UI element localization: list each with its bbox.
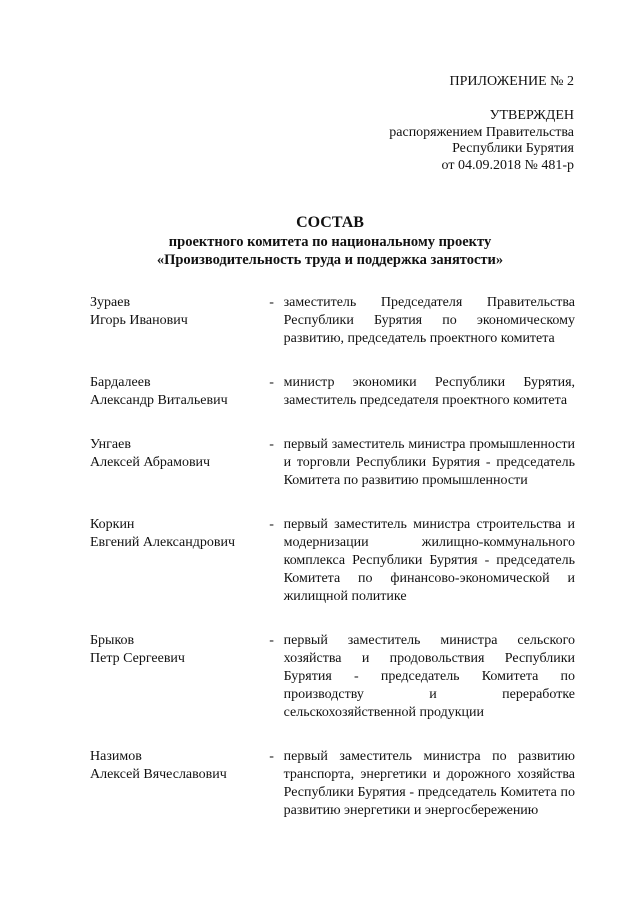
title-subtitle-line: «Производительность труда и поддержка занятости» bbox=[156, 252, 504, 268]
approval-line: распоряжением Правительства bbox=[389, 124, 574, 140]
member-entry bbox=[90, 748, 575, 820]
member-entry bbox=[90, 516, 575, 606]
separator-dash: - bbox=[269, 375, 274, 390]
member-surname: Зураев bbox=[90, 295, 131, 310]
member-role: первый заместитель министра по развитию транспорта, энергетики и дорожного хозяйства Республики Бурятия - председатель Комитета по развитию энергетики и энергосбережению bbox=[283, 749, 576, 818]
member-surname: Коркин bbox=[90, 517, 135, 532]
member-surname: Бардалеев bbox=[90, 375, 151, 390]
member-role: министр экономики Республики Бурятия, заместитель председателя проектного комитета bbox=[283, 375, 576, 408]
member-entry bbox=[90, 632, 575, 722]
member-role: первый заместитель министра сельского хозяйства и продовольствия Республики Бурятия - председатель Комитета по производству и переработке сельскохозяйственной продукции bbox=[283, 633, 576, 720]
member-name bbox=[90, 632, 260, 722]
approval-line: Республики Бурятия bbox=[452, 141, 574, 156]
member-name bbox=[90, 374, 260, 410]
member-surname: Брыков bbox=[90, 633, 135, 648]
separator-dash: - bbox=[269, 749, 274, 764]
member-given-names: Александр Витальевич bbox=[90, 393, 228, 408]
member-entry bbox=[90, 294, 575, 348]
member-name bbox=[90, 748, 260, 820]
member-role: первый заместитель министра строительства и модернизации жилищно-коммунального комплекса Республики Бурятия - председатель Комитета по финансово-экономической и жилищной политике bbox=[283, 517, 576, 604]
separator-dash: - bbox=[269, 295, 274, 310]
member-role: первый заместитель министра промышленности и торговли Республики Бурятия - председатель Комитета по развитию промышленности bbox=[283, 437, 576, 488]
title-subtitle-line: проектного комитета по национальному проекту bbox=[168, 234, 492, 250]
member-entry bbox=[90, 374, 575, 410]
member-given-names: Евгений Александрович bbox=[90, 535, 236, 550]
approval-block bbox=[389, 108, 574, 174]
member-given-names: Алексей Абрамович bbox=[90, 455, 211, 470]
member-surname: Унгаев bbox=[90, 437, 131, 452]
member-surname: Назимов bbox=[90, 749, 142, 764]
approval-date: от 04.09.2018 № 481-р bbox=[441, 157, 574, 173]
member-given-names: Алексей Вячеславович bbox=[90, 767, 227, 782]
members-list bbox=[90, 294, 575, 846]
appendix-number: ПРИЛОЖЕНИЕ № 2 bbox=[449, 74, 574, 89]
member-name bbox=[90, 294, 260, 348]
separator-dash: - bbox=[269, 517, 274, 532]
member-role: заместитель Председателя Правительства Республики Бурятия по экономическому развитию, председатель проектного комитета bbox=[283, 295, 576, 346]
member-given-names: Петр Сергеевич bbox=[90, 651, 185, 666]
separator-dash: - bbox=[269, 633, 274, 648]
document-title bbox=[90, 213, 570, 269]
approval-heading: УТВЕРЖДЕН bbox=[489, 108, 574, 123]
member-name bbox=[90, 516, 260, 606]
member-name bbox=[90, 436, 260, 490]
separator-dash: - bbox=[269, 437, 274, 452]
member-given-names: Игорь Иванович bbox=[90, 313, 188, 328]
member-entry bbox=[90, 436, 575, 490]
title-main: СОСТАВ bbox=[296, 214, 364, 231]
